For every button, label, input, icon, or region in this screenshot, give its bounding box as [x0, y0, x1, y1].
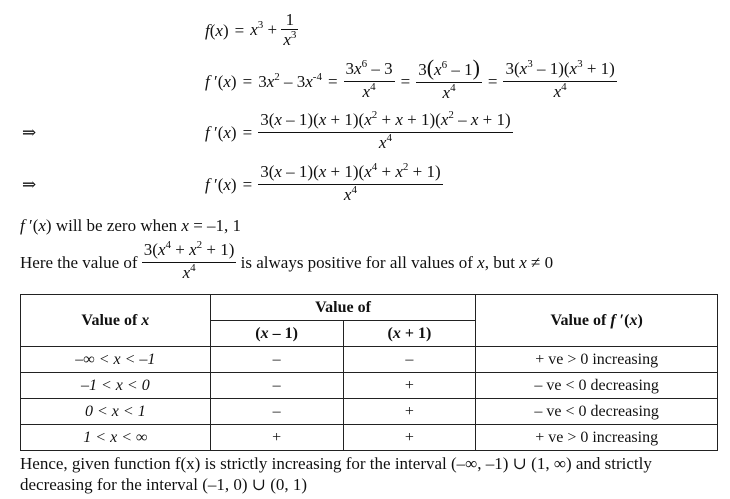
interval-cell: 1 < x < ∞ — [21, 425, 211, 451]
fpx-rhs2: $\frac{3x^6 - 3}{x^4}$ — [344, 59, 395, 104]
sign-table — [20, 294, 718, 451]
sign-cell: – — [343, 347, 476, 373]
sign-cell: – — [210, 347, 343, 373]
sign-cell: + — [343, 399, 476, 425]
fx-rhs: $x^3$ + $\frac{1}{x^3}$ — [250, 10, 298, 52]
here-frac: $\frac{3(x^4 + x^2 + 1)}{x^4}$ — [142, 240, 237, 285]
implies-symbol-2: ⇒ — [22, 175, 37, 194]
interval-cell: –∞ < x < –1 — [21, 347, 211, 373]
equation-fpx-expanded: f ′(x) = $3x^2 - 3x^{-4}$ = $\frac{3x^6 - 3}{x^4}$ = $\frac{3(x^6 - 1)}{x^4}$ = $\frac{3(x^3 - 1)(x^3 + 1)}{x^4}$ — [205, 58, 617, 105]
equation-fx: f(x) = $x^3$ + $\frac{1}{x^3}$ — [205, 10, 298, 52]
header-value-of: Value of — [210, 295, 476, 321]
fpx-rhs6: $\frac{3(x - 1)(x + 1)(x^4 + x^2 + 1)}{x^4}$ — [258, 162, 442, 207]
fpx-lhs: f ′(x) — [205, 71, 237, 91]
header-x-plus-1: (x + 1) — [343, 321, 476, 347]
fpx-rhs1: $3x^2 - 3x^{-4}$ — [258, 70, 322, 91]
equation-fpx-simplified: f ′(x) = $\frac{3(x - 1)(x + 1)(x^4 + x^2 + 1)}{x^4}$ — [205, 162, 443, 207]
result-cell: + ve > 0 increasing — [476, 425, 718, 451]
zero-statement: f ′(x) will be zero when x = –1, 1 — [20, 216, 242, 235]
result-cell: + ve > 0 increasing — [476, 347, 718, 373]
fpx-rhs4: $\frac{3(x^3 - 1)(x^3 + 1)}{x^4}$ — [503, 59, 616, 104]
sign-cell: – — [210, 373, 343, 399]
equation-fpx-factored: f ′(x) = $\frac{3(x - 1)(x + 1)(x^2 + x + 1)(x^2 - x + 1)}{x^4}$ — [205, 110, 513, 155]
here-prefix: Here the value of — [20, 252, 138, 272]
here-suffix: is always positive for all values of x, but x ≠ 0 — [240, 252, 554, 272]
sign-cell: – — [210, 399, 343, 425]
conclusion-line-1: Hence, given function f(x) is strictly increasing for the interval (–∞, –1) ∪ (1, ∞) and strictly — [20, 454, 652, 473]
result-cell: – ve < 0 decreasing — [476, 399, 718, 425]
table-row — [21, 347, 718, 373]
header-x-minus-1: (x – 1) — [210, 321, 343, 347]
interval-cell: 0 < x < 1 — [21, 399, 211, 425]
result-cell: – ve < 0 decreasing — [476, 373, 718, 399]
table-row — [21, 425, 718, 451]
interval-cell: –1 < x < 0 — [21, 373, 211, 399]
sign-cell: + — [343, 373, 476, 399]
header-value-of-fpx: Value of f ′(x) — [476, 295, 718, 347]
table-row — [21, 399, 718, 425]
sign-cell: + — [343, 425, 476, 451]
implies-symbol-1: ⇒ — [22, 123, 37, 142]
fpx-rhs3: $\frac{3(x^6 - 1)}{x^4}$ — [416, 58, 482, 105]
conclusion-line-2: decreasing for the interval (–1, 0) ∪ (0, 1) — [20, 475, 308, 494]
sign-cell: + — [210, 425, 343, 451]
header-value-of-x: Value of x — [21, 295, 211, 347]
table-row — [21, 373, 718, 399]
fpx-rhs5: $\frac{3(x - 1)(x + 1)(x^2 + x + 1)(x^2 - x + 1)}{x^4}$ — [258, 110, 512, 155]
positive-statement — [20, 240, 553, 285]
fx-lhs: f(x) — [205, 21, 229, 40]
